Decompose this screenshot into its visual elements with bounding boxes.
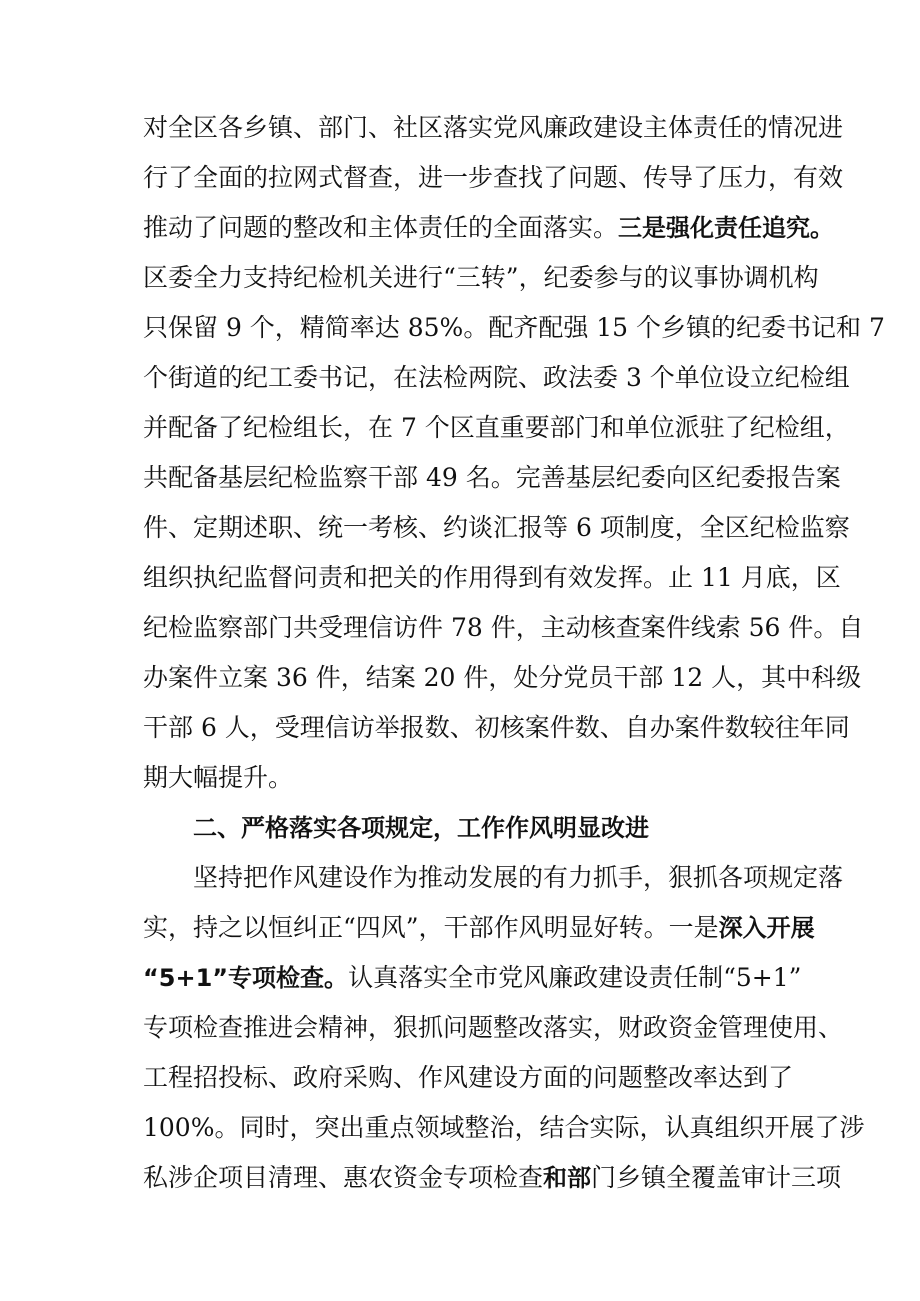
text-line: 期大幅提升。 — [143, 763, 294, 792]
text-line: 件、定期述职、统一考核、约谈汇报等 6 项制度，全区纪检监察 — [143, 513, 850, 542]
bold-phrase: 三是强化责任追究。 — [618, 214, 835, 242]
section-heading: 二、严格落实各项规定，工作作风明显改进 — [193, 814, 649, 842]
text-span: 私涉企项目清理、惠农资金专项检查 — [143, 1163, 544, 1192]
text-line — [143, 1163, 842, 1193]
text-line: 办案件立案 36 件，结案 20 件，处分党员干部 12 人，其中科级 — [143, 663, 862, 692]
text-line: 对全区各乡镇、部门、社区落实党风廉政建设主体责任的情况进 — [143, 113, 844, 142]
text-line: 坚持把作风建设作为推动发展的有力抓手，狠抓各项规定落 — [193, 863, 844, 892]
bold-phrase: “5+1”专项检查。 — [143, 964, 349, 992]
text-line: 行了全面的拉网式督查，进一步查找了问题、传导了压力，有效 — [143, 163, 844, 192]
text-line: 干部 6 人，受理信访举报数、初核案件数、自办案件数较往年同 — [143, 713, 850, 742]
text-line: 专项检查推进会精神，狠抓问题整改落实，财政资金管理使用、 — [143, 1013, 844, 1042]
text-span: 门乡镇全覆盖审计三项 — [591, 1163, 842, 1192]
text-line — [143, 913, 815, 943]
text-line — [143, 213, 835, 243]
text-line: 组织执纪监督问责和把关的作用得到有效发挥。止 11 月底，区 — [143, 563, 841, 592]
text-line: 工程招投标、政府采购、作风建设方面的问题整改率达到了 — [143, 1063, 794, 1092]
text-line: 100%。同时，突出重点领域整治，结合实际，认真组织开展了涉 — [143, 1113, 865, 1142]
text-span: 推动了问题的整改和主体责任的全面落实。 — [143, 213, 619, 242]
text-span: 实，持之以恒纠正“四风”，干部作风明显好转。一是 — [143, 913, 719, 942]
bold-phrase: 深入开展 — [718, 914, 815, 942]
text-line: 纪检监察部门共受理信访件 78 件，主动核查案件线索 56 件。自 — [143, 613, 864, 642]
text-line: 并配备了纪检组长，在 7 个区直重要部门和单位派驻了纪检组， — [143, 413, 850, 442]
bold-phrase: 和部 — [543, 1164, 592, 1192]
text-line: 个街道的纪工委书记，在法检两院、政法委 3 个单位设立纪检组 — [143, 363, 850, 392]
text-line: 只保留 9 个，精简率达 85%。配齐配强 15 个乡镇的纪委书记和 7 — [143, 313, 885, 342]
text-line: 区委全力支持纪检机关进行“三转”，纪委参与的议事协调机构 — [143, 263, 819, 292]
text-span: 认真落实全市党风廉政建设责任制“5+1” — [348, 963, 802, 992]
text-line: 共配备基层纪检监察干部 49 名。完善基层纪委向区纪委报告案 — [143, 463, 841, 492]
text-line — [143, 963, 802, 993]
